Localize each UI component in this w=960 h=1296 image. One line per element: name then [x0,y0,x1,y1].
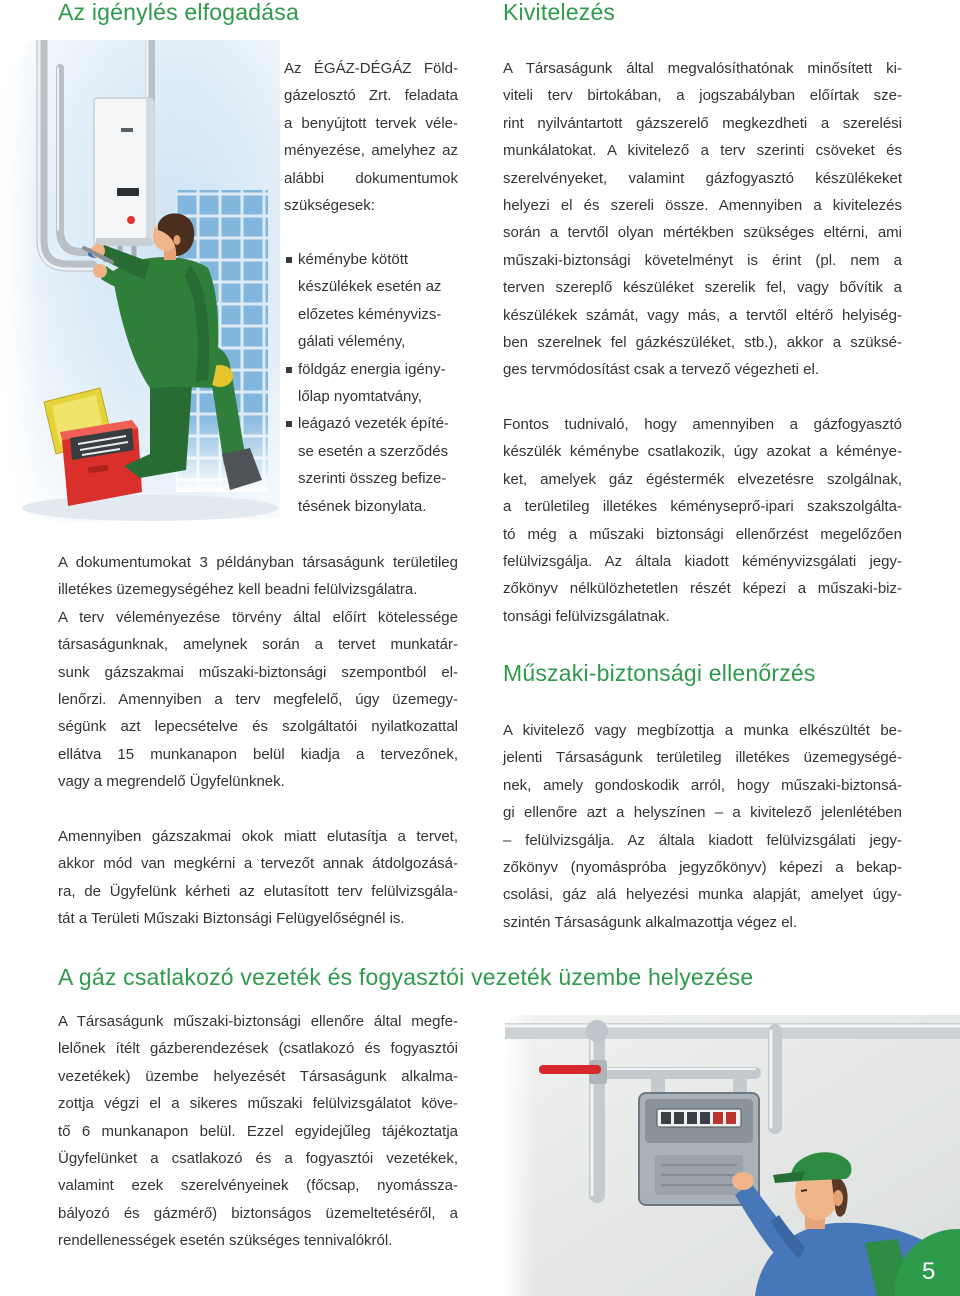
text-line: gázelosztó Zrt. feladata [284,87,458,105]
text-line: ben szerelnek fel gázkészüléket, stb.), akkor a szüksé- [503,333,902,351]
text-line: során a tervtől olyan mértékben szükséges eltérni, ami [503,224,902,242]
text-line: földgáz energia igény- [298,360,446,378]
text-line: gi ellenőre azt a helyszínen – a kivitelező jelenlétében [503,804,902,822]
construction-paragraph-1 [503,55,902,384]
text-line: tonsági felülvizsgálatnak. [503,607,670,625]
heading-approval: Az igénylés elfogadása [58,0,299,25]
text-line: készülékek esetén az [298,278,442,296]
text-line: terven szereplő készüléket szerelik fel, vagy bővítik a [503,279,902,297]
required-documents-list [284,246,458,520]
text-line: vagy a megrendelő Ügyfelünknek. [58,773,285,791]
text-line: akkor mód van megkérni a tervezőt annak átdolgozásá- [58,855,458,873]
text-line: szükségesek: [284,196,375,214]
heading-construction: Kivitelezés [503,0,616,25]
text-line: társaságunknak, amelynek során a tervet munkatár- [58,636,458,654]
bullet-icon [286,367,292,373]
text-line: szerinti összeg befize- [298,470,447,488]
list-item-text [298,246,458,356]
text-line: műszaki-biztonsági követelményt is érint (pl. nem a [503,251,902,269]
text-line: zőkönyv nélkülözhetetlen részét képezi a műszaki-biz- [503,580,902,598]
boiler-installer-illustration [0,40,280,530]
text-line: gálati vélemény, [298,333,406,351]
text-line: se esetén a szerződés [298,442,449,460]
text-line: rint nyilvántartott gázszerelő megkezdheti a szerelési [503,114,902,132]
text-line: tát a Területi Műszaki Biztonsági Felügyelőségnél is. [58,910,405,928]
text-line: A terv véleményezése törvény által előírt kötelessége [58,608,458,626]
text-line: kéménybe kötött [298,251,409,268]
text-line: lenőrzi. Amennyiben a terv megfelelő, úgy üzemegy- [58,690,458,708]
text-line: a benyújtott tervek véle- [284,114,458,132]
text-line: bályozó és gázmérő) biztonságos üzemeltetéséről, a [58,1204,458,1222]
text-line: zőkönyv (nyomáspróba jegyzőkönyv) képezi a bekap- [503,858,902,876]
text-line: szintén Társaságunk alkalmazottja végez el. [503,913,798,931]
text-line: ges tervmódosítást csak a tervező végezheti el. [503,361,819,379]
text-line: rendellenességek esetén szükséges tennivalókról. [58,1232,393,1250]
text-line: A Társaságunk műszaki-biztonsági ellenőre által megfe- [58,1013,458,1030]
commissioning-paragraph [58,1008,458,1255]
list-item-text [298,356,458,411]
text-line: felülvizsgálja. Az általa kiadott kéményvizsgálati jegy- [503,552,902,570]
text-line: A Társaságunk által megvalósíthatónak minősített ki- [503,60,902,77]
text-line: helyezi el és szereli össze. Amennyiben a kivitelezés [503,196,902,214]
text-line: viteli terv birtokában, a jogszabályban előírtak sze- [503,87,902,105]
text-line: szerelvényeket, valamint gázfogyasztó készülékeket [503,169,902,187]
gas-boiler [88,98,154,262]
list-item [284,356,458,411]
text-line: tó még a műszaki biztonsági ellenőrzést megelőzően [503,525,902,543]
text-line: vezetékek) üzembe helyezését Társaságunk alkalma- [58,1067,458,1085]
text-line: munkálatokat. A kivitelező a terv szerinti csöveket és [503,142,902,160]
approval-paragraph-1 [58,549,458,604]
gas-meter-illustration [505,1015,960,1296]
heading-inspection: Műszaki-biztonsági ellenőrzés [503,660,816,686]
text-line: nek, amely gondoskodik arról, hogy műszaki-biztonsá- [503,776,902,794]
inspection-paragraph [503,717,902,936]
text-line: készülék kéménybe csatlakozik, úgy azokat a kéménye- [503,443,902,461]
bullet-icon [286,421,292,427]
text-line: Amennyiben gázszakmai okok miatt elutasítja a tervet, [58,828,458,845]
text-line: ellátva 15 munkanapon belül kiadja a tervezőnek, [58,745,458,763]
text-line: leágazó vezeték építé- [298,415,449,433]
page-number: 5 [922,1258,936,1285]
list-item [284,246,458,356]
text-line: Az ÉGÁZ-DÉGÁZ Föld- [284,60,458,77]
text-line: alábbi dokumentumok [284,169,458,187]
text-line: ményezése, amelyhez az [284,142,458,160]
text-line: sunk gázszakmai műszaki-biztonsági szempontból el- [58,663,458,681]
list-item [284,410,458,520]
text-line: A dokumentumokat 3 példányban társaságunk területileg [58,554,458,571]
text-line: ket, amelyek gáz égéstermék elvezetésre szolgálnak, [503,470,902,488]
text-line: zottja végzi el a sikeres műszaki felülvizsgálatot köve- [58,1095,458,1113]
text-line: lőlap nyomtatvány, [298,387,422,405]
valve-handle-icon [539,1065,601,1074]
approval-paragraph-3 [58,823,458,933]
text-line: tésének bizonylata. [298,497,427,515]
text-line: a területileg illetékes kéményseprő-ipari szakszolgálta- [503,498,902,516]
construction-paragraph-2 [503,411,902,630]
text-line: előzetes kéményvizs- [298,305,442,323]
approval-paragraph-2 [58,604,458,796]
text-line: készülékek számát, vagy más, a tervtől eltérő helyiség- [503,306,902,324]
text-line: csolási, gáz alá helyezési munka alapját, amelyet úgy- [503,886,902,904]
text-line: jelenti Társaságunk területileg illetékes üzemegységé- [503,749,902,767]
text-line: valamint ezek szerelvényeinek (főcsap, nyomássza- [58,1177,458,1195]
text-line: ségünk azt lepecsételve és szolgáltatói nyilatkozattal [58,718,458,736]
text-line: Ügyfelünket a csatlakozó és a fogyasztói vezetékek, [58,1149,458,1167]
text-line: tő 6 munkanapon belül. Ezzel egyidejűleg tájékoztatja [58,1122,458,1140]
text-line: – felülvizsgálja. Az általa kiadott felülvizsgálati jegy- [503,831,902,849]
text-line: ra, de Ügyfelünk kérheti az elutasított terv felülvizsgála- [58,882,458,900]
text-line: A kivitelező vagy megbízottja a munka elkészültét be- [503,722,902,739]
text-line: lelőnek ítélt gázberendezések (csatlakozó és fogyasztói [58,1040,458,1058]
approval-intro [284,55,458,219]
bullet-icon [286,257,292,263]
text-line: illetékes üzemegységéhez kell beadni felülvizsgálatra. [58,581,418,599]
text-line: Fontos tudnivaló, hogy amennyiben a gázfogyasztó [503,416,902,433]
list-item-text [298,410,458,520]
heading-commissioning: A gáz csatlakozó vezeték és fogyasztói vezeték üzembe helyezése [58,964,754,990]
